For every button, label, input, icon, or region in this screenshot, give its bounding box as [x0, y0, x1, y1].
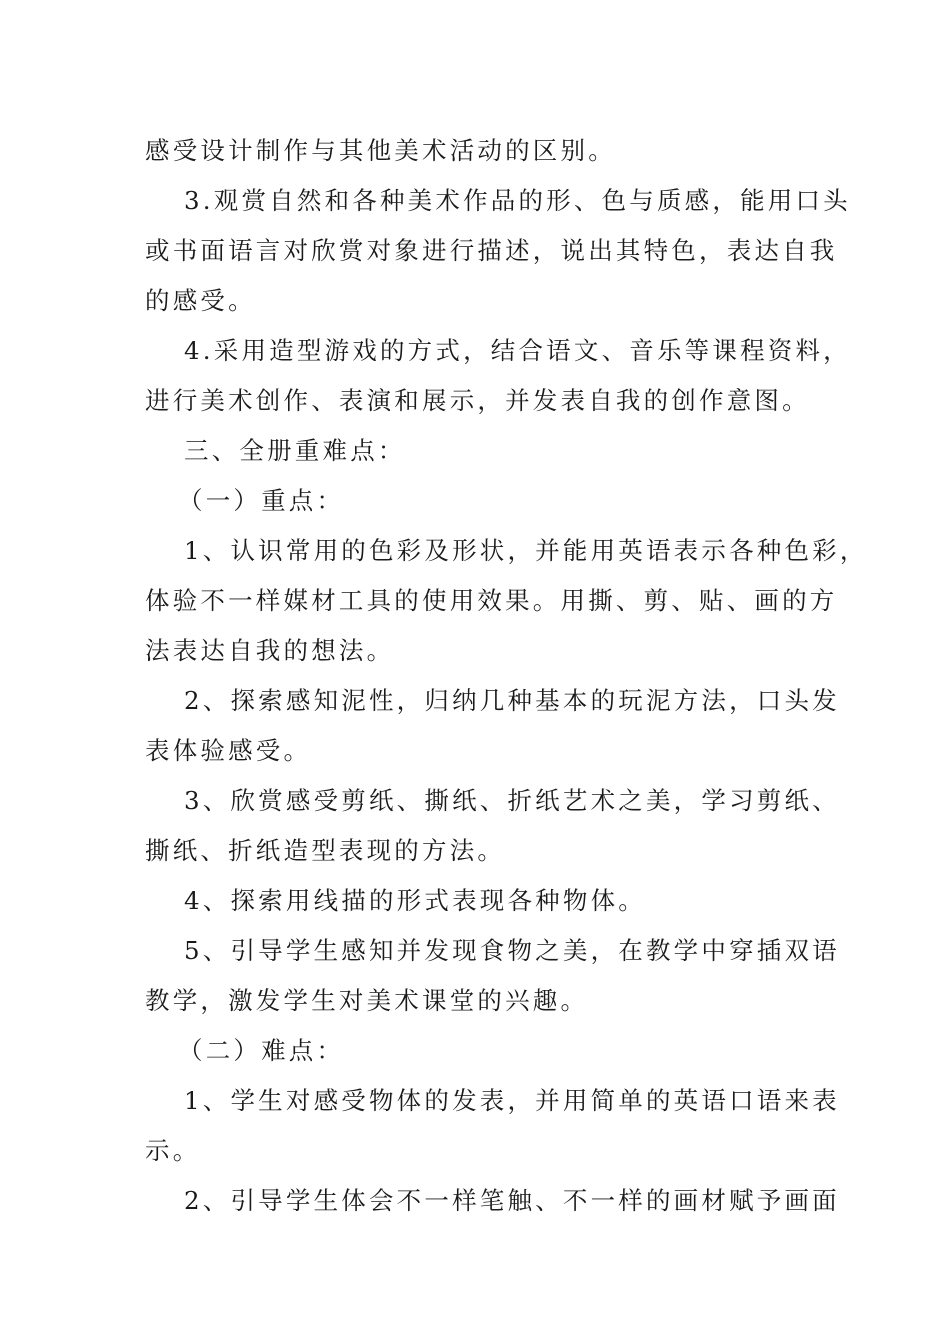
text-line: 法表达自我的想法。 [145, 636, 395, 665]
text-line: 1、认识常用的色彩及形状，并能用英语表示各种色彩， [184, 536, 868, 565]
text-line: 4.采用造型游戏的方式，结合语文、音乐等课程资料， [184, 336, 851, 365]
text-line: 教学，激发学生对美术课堂的兴趣。 [145, 986, 589, 1015]
text-line: 3.观赏自然和各种美术作品的形、色与质感，能用口头 [184, 186, 851, 215]
text-line: 5、引导学生感知并发现食物之美，在教学中穿插双语 [184, 936, 840, 965]
text-line: 撕纸、折纸造型表现的方法。 [145, 836, 506, 865]
text-line: 1、学生对感受物体的发表，并用简单的英语口语来表 [184, 1086, 840, 1115]
text-line: 3、欣赏感受剪纸、撕纸、折纸艺术之美，学习剪纸、 [184, 786, 840, 815]
section-heading: 三、全册重难点： [184, 436, 406, 465]
text-line: 体验不一样媒材工具的使用效果。用撕、剪、贴、画的方 [145, 586, 838, 615]
text-line: 表体验感受。 [145, 736, 312, 765]
text-line: 或书面语言对欣赏对象进行描述，说出其特色，表达自我 [145, 236, 838, 265]
subsection-heading: （二）难点： [178, 1036, 345, 1065]
text-line: 2、探索感知泥性，归纳几种基本的玩泥方法，口头发 [184, 686, 840, 715]
text-line: 2、引导学生体会不一样笔触、不一样的画材赋予画面 [184, 1186, 840, 1215]
subsection-heading: （一）重点： [178, 486, 345, 515]
text-line: 的感受。 [145, 286, 256, 315]
text-line: 4、探索用线描的形式表现各种物体。 [184, 886, 646, 915]
text-line: 感受设计制作与其他美术活动的区别。 [145, 136, 616, 165]
text-line: 示。 [145, 1136, 201, 1165]
text-line: 进行美术创作、表演和展示，并发表自我的创作意图。 [145, 386, 810, 415]
